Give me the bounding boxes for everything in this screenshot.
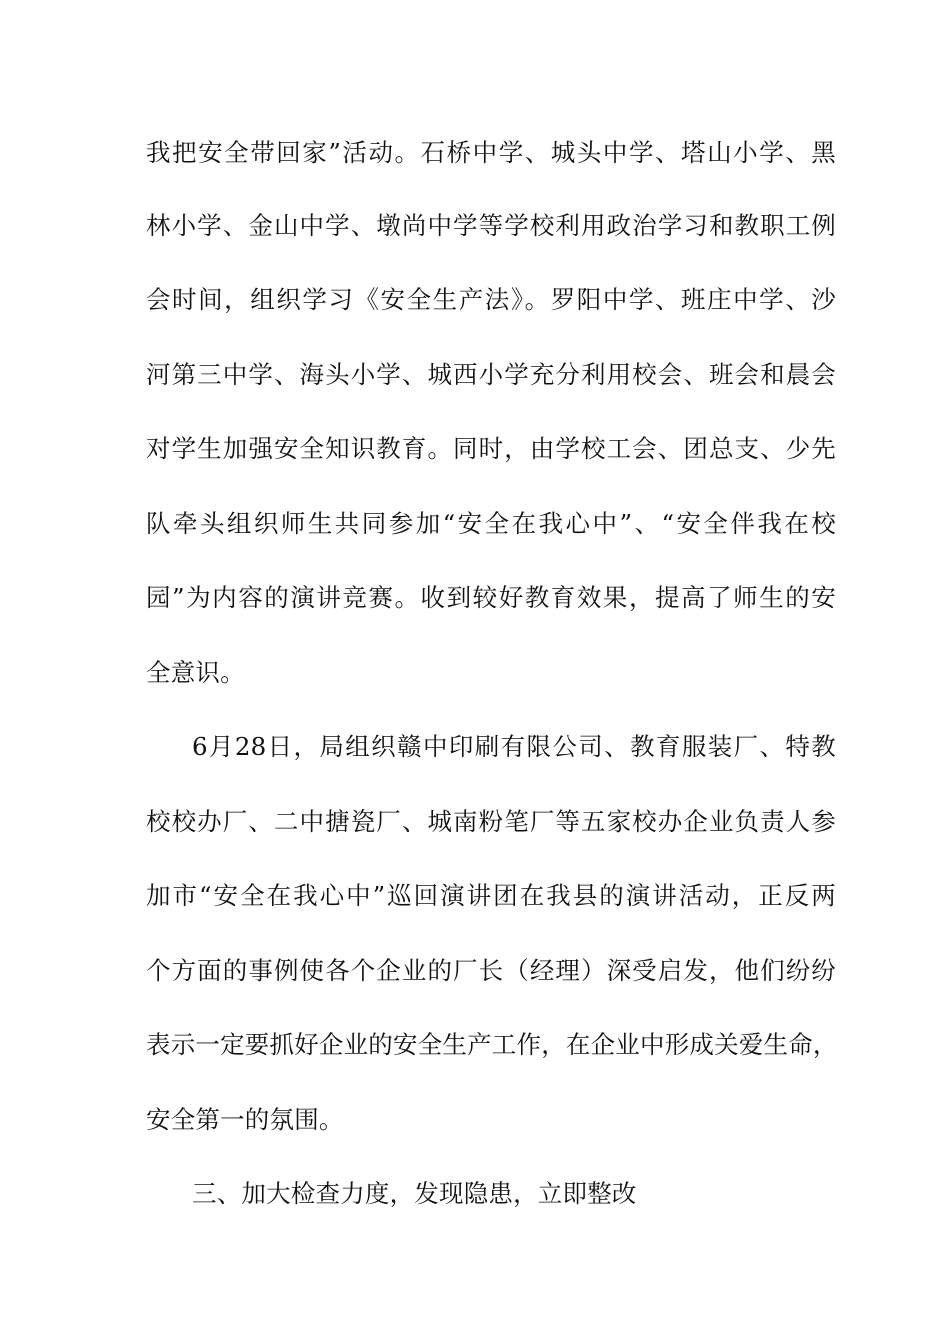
paragraph-line-last: 安全第一的氛围。 xyxy=(146,1105,344,1134)
paragraph-line: 园”为内容的演讲竞赛。收到较好教育效果，提高了师生的安 xyxy=(146,583,836,612)
paragraph-line-first: 6月28日，局组织赣中印刷有限公司、教育服装厂、特教 xyxy=(192,732,836,761)
paragraph-line: 校校办厂、二中搪瓷厂、城南粉笔厂等五家校办企业负责人参 xyxy=(146,807,836,836)
paragraph-line: 河第三中学、海头小学、城西小学充分利用校会、班会和晨会 xyxy=(146,360,836,389)
paragraph-line: 林小学、金山中学、墩尚中学等学校利用政治学习和教职工例 xyxy=(146,211,836,240)
paragraph-line: 表示一定要抓好企业的安全生产工作，在企业中形成关爱生命， xyxy=(146,1030,838,1059)
paragraph-line: 会时间，组织学习《安全生产法》。罗阳中学、班庄中学、沙 xyxy=(146,285,836,314)
paragraph-line: 加市“安全在我心中”巡回演讲团在我县的演讲活动，正反两 xyxy=(146,881,836,910)
paragraph-line: 个方面的事例使各个企业的厂长（经理）深受启发，他们纷纷 xyxy=(146,956,836,985)
paragraph-line-last: 全意识。 xyxy=(146,658,245,687)
paragraph-line: 队牵头组织师生共同参加“安全在我心中”、“安全伴我在校 xyxy=(146,509,836,538)
section-heading: 三、加大检查力度，发现隐患，立即整改 xyxy=(192,1179,637,1208)
paragraph-line: 对学生加强安全知识教育。同时，由学校工会、团总支、少先 xyxy=(146,434,836,463)
paragraph-line: 我把安全带回家”活动。石桥中学、城头中学、塔山小学、黑 xyxy=(146,138,836,167)
